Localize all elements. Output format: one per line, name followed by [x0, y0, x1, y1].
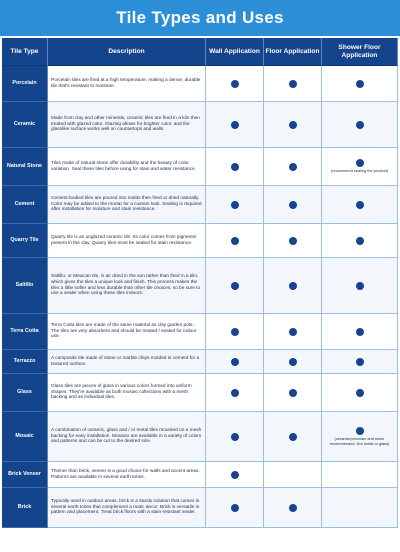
- header-shower-floor-application: Shower Floor Application: [322, 38, 398, 66]
- wall-application-dot: [231, 328, 239, 336]
- shower-application-note: (ceramic/porcelain and stone recommended. Not metal or glass): [329, 435, 390, 446]
- shower-application-cell: [322, 258, 398, 314]
- tile-type-label: Mosaic: [2, 412, 48, 462]
- tile-type-label: Saltillo: [2, 258, 48, 314]
- floor-application-cell: [264, 102, 322, 148]
- tile-type-label: Porcelain: [2, 66, 48, 102]
- shower-application-dot: [356, 237, 364, 245]
- shower-application-dot: [356, 282, 364, 290]
- wall-application-dot: [231, 433, 239, 441]
- header-floor-application: Floor Application: [264, 38, 322, 66]
- wall-application-dot: [231, 80, 239, 88]
- tile-type-label: Ceramic: [2, 102, 48, 148]
- tile-description: Quarry tile is an unglazed ceramic tile. Its color comes from pigments present in the clay. Quarry tiles must be sealed for stain resistance.: [48, 224, 206, 258]
- tile-type-label: Terrazzo: [2, 350, 48, 374]
- wall-application-cell: [206, 350, 264, 374]
- wall-application-cell: [206, 148, 264, 186]
- wall-application-cell: [206, 102, 264, 148]
- shower-application-cell: [322, 350, 398, 374]
- wall-application-dot: [231, 504, 239, 512]
- tile-description: Terra Cotta tiles are made of the same material as clay garden pots. The tiles are very absorbent and should be treated / sealed for indoor use.: [48, 314, 206, 350]
- shower-application-dot: [356, 80, 364, 88]
- floor-application-cell: [264, 148, 322, 186]
- floor-application-cell: [264, 488, 322, 528]
- shower-application-cell: [322, 186, 398, 224]
- wall-application-dot: [231, 358, 239, 366]
- wall-application-cell: [206, 224, 264, 258]
- tile-description: Porcelain tiles are fired at a high temperature, making a dense, durable tile that's resistant to moisture.: [48, 66, 206, 102]
- floor-application-dot: [289, 389, 297, 397]
- floor-application-dot: [289, 504, 297, 512]
- floor-application-cell: [264, 224, 322, 258]
- tile-type-label: Cement: [2, 186, 48, 224]
- tile-description: Thinner than brick, veneer is a good choice for walls and accent areas. Patterns are available in several earth tones.: [48, 462, 206, 488]
- shower-application-cell: [322, 488, 398, 528]
- wall-application-cell: [206, 374, 264, 412]
- floor-application-dot: [289, 282, 297, 290]
- wall-application-dot: [231, 237, 239, 245]
- wall-application-dot: [231, 471, 239, 479]
- wall-application-cell: [206, 488, 264, 528]
- tile-type-label: Natural Stone: [2, 148, 48, 186]
- tile-type-label: Glass: [2, 374, 48, 412]
- shower-application-dot: [356, 389, 364, 397]
- header-description: Description: [48, 38, 206, 66]
- tile-type-label: Brick: [2, 488, 48, 528]
- shower-application-dot: [356, 159, 364, 167]
- tile-description: Glass tiles are pieces of glass in various colors formed into uniform shapes. They're available as both mosaic collections with a mesh backing and as individual tiles.: [48, 374, 206, 412]
- wall-application-dot: [231, 163, 239, 171]
- wall-application-dot: [231, 389, 239, 397]
- tile-description: Saltillo, or Mexican tile, is air dried in the sun rather than fired in a kiln, which gives the tiles a unique look and finish. This process makes the tiles a little softer and less durable than other tile choices, so be sure to use a sealer when using these tiles indoors.: [48, 258, 206, 314]
- tile-type-label: Terra Cotta: [2, 314, 48, 350]
- shower-application-cell: [322, 148, 398, 186]
- wall-application-cell: [206, 186, 264, 224]
- shower-application-dot: [356, 328, 364, 336]
- floor-application-cell: [264, 374, 322, 412]
- floor-application-dot: [289, 121, 297, 129]
- tile-description: A combination of ceramic, glass and / or metal tiles mounted on a mesh backing for easy installation. Mosaics are available in a variety of colors and patterns and can be cut to the desired size.: [48, 412, 206, 462]
- shower-application-dot: [356, 427, 364, 435]
- shower-application-cell: [322, 102, 398, 148]
- wall-application-cell: [206, 462, 264, 488]
- tile-description: Typically used in outdoor areas, brick is a sturdy solution that comes in several earth tones that complement a rustic decor. Brick is versatile in pattern and placement. Treat brick floors with a stain-resistant sealer.: [48, 488, 206, 528]
- tile-description: Tiles made of natural stone offer durability and the beauty of color variation. Seal these tiles before using for stain and water resistance.: [48, 148, 206, 186]
- floor-application-dot: [289, 80, 297, 88]
- floor-application-cell: [264, 350, 322, 374]
- shower-application-cell: [322, 412, 398, 462]
- tile-description: Cement-bodied tiles are poured into molds then fired or dried naturally. Color may be added to the mortar for a custom look. Sealing is required after installation for moisture and stain resistance.: [48, 186, 206, 224]
- shower-application-dot: [356, 358, 364, 366]
- wall-application-cell: [206, 412, 264, 462]
- header-tile-type: Tile Type: [2, 38, 48, 66]
- floor-application-dot: [289, 201, 297, 209]
- floor-application-dot: [289, 358, 297, 366]
- page-title: Tile Types and Uses: [0, 0, 400, 36]
- shower-application-dot: [356, 201, 364, 209]
- shower-application-cell: [322, 374, 398, 412]
- floor-application-cell: [264, 186, 322, 224]
- wall-application-dot: [231, 201, 239, 209]
- shower-application-cell: [322, 224, 398, 258]
- floor-application-cell: [264, 412, 322, 462]
- floor-application-dot: [289, 328, 297, 336]
- floor-application-cell: [264, 462, 322, 488]
- shower-application-cell: [322, 66, 398, 102]
- tile-description: A composite tile made of stone or marble chips molded in cement for a textured surface.: [48, 350, 206, 374]
- floor-application-dot: [289, 433, 297, 441]
- wall-application-cell: [206, 314, 264, 350]
- floor-application-dot: [289, 163, 297, 171]
- floor-application-cell: [264, 66, 322, 102]
- floor-application-cell: [264, 258, 322, 314]
- wall-application-cell: [206, 258, 264, 314]
- shower-application-note: (recommend sealing the product): [330, 168, 389, 174]
- tile-type-label: Quarry Tile: [2, 224, 48, 258]
- wall-application-dot: [231, 121, 239, 129]
- shower-application-cell: [322, 314, 398, 350]
- tile-type-label: Brick Veneer: [2, 462, 48, 488]
- floor-application-cell: [264, 314, 322, 350]
- header-wall-application: Wall Application: [206, 38, 264, 66]
- tile-uses-table: [2, 38, 398, 550]
- wall-application-dot: [231, 282, 239, 290]
- floor-application-dot: [289, 237, 297, 245]
- shower-application-cell: [322, 462, 398, 488]
- tile-description: Made from clay and other minerals, ceramic tiles are fired in a kiln then treated with glazed color. Glazing allows for brighter color, and the glasslike surface works well on countertops and walls.: [48, 102, 206, 148]
- shower-application-dot: [356, 121, 364, 129]
- wall-application-cell: [206, 66, 264, 102]
